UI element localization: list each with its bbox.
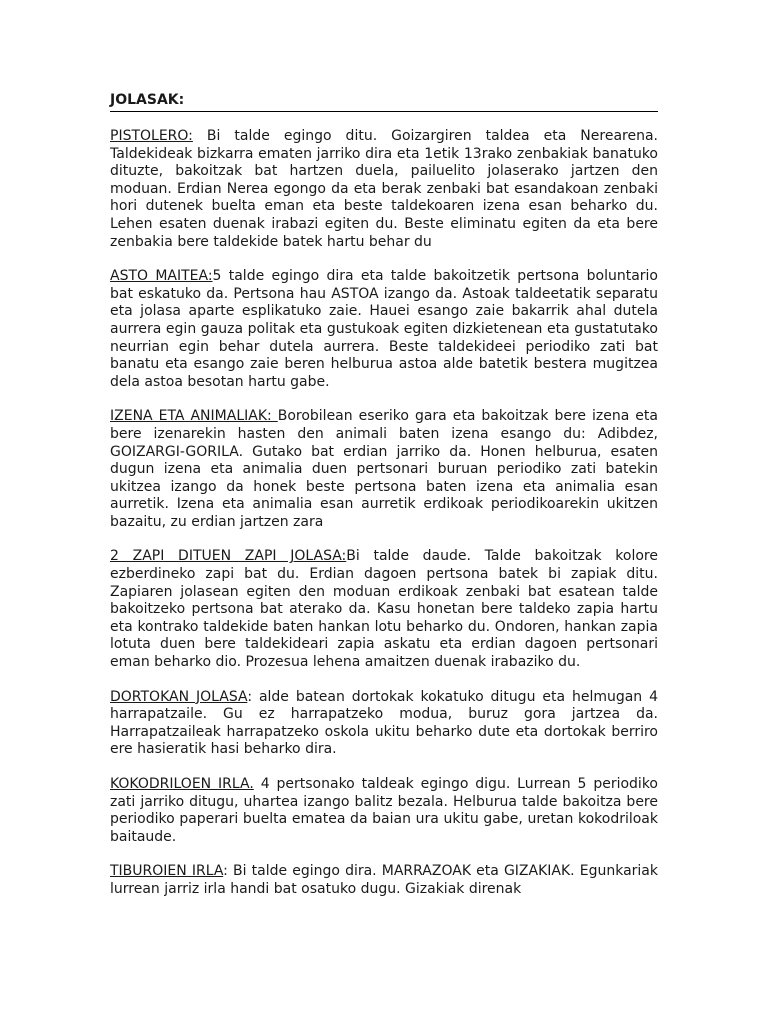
section-heading: KOKODRILOEN IRLA. <box>110 776 254 792</box>
section-kokodriloen-irla <box>110 776 658 846</box>
section-dortokan-jolasa <box>110 689 658 759</box>
section-2-zapi-jolasa <box>110 548 658 671</box>
section-heading: PISTOLERO: <box>110 128 193 144</box>
document-page <box>110 91 658 916</box>
section-body: : alde batean dortokak kokatuko ditugu eta helmugan 4 harrapatzaile. Gu ez harrapatzeko modua, buruz gora jartzea da. Harrapatzaileak harrapatzeko oskola ukitu beharko dute eta dortokak berriro ere hasieratik hasi beharko dira. <box>110 688 659 758</box>
section-body: : Bi talde egingo dira. MARRAZOAK eta GIZAKIAK. Egunkariak lurrean jarriz irla handi bat osatuko dugu. Gizakiak direnak <box>110 863 658 897</box>
section-body: 5 talde egingo dira eta talde bakoitzetik pertsona boluntario bat eskatuko da. Pertsona hau ASTOA izango da. Astoak taldeetatik separatu eta jolasa aparte esplikatuko zaie. Hauei esango zaie bakarrik ahal dutela aurrera egin gauza politak eta gustukoak egiten dizkietenean eta gustatutako neurrian egin behar dutela aurrera. Beste taldekideei periodiko zati bat banatu eta esango zaie beren helburua astoa alde batetik bestera mugitzea dela astoa besotan hartu gabe. <box>110 268 658 390</box>
section-heading: TIBUROIEN IRLA <box>110 863 224 880</box>
section-asto-maitea <box>110 268 658 391</box>
document-title: JOLASAK: <box>110 91 658 112</box>
section-heading: IZENA ETA ANIMALIAK: <box>110 408 278 425</box>
section-body: Bi talde egingo ditu. Goizargiren taldea eta Nerearena. Taldekideak bizkarra ematen jarriko dira eta 1etik 13rako zenbakiak banatuko dituzte, bakoitzak bat hartzen duela, pailuelito jolaserako jartzen den moduan. Erdian Nerea egongo da eta berak zenbaki bat esandakoan zenbaki hori dutenek buelta eman eta beste taldekoaren izena esan beharko du. Lehen esaten duenak irabazi egiten du. Beste eliminatu egiten da eta bere zenbakia bere taldekide batek hartu behar du <box>110 128 658 250</box>
section-pistolero <box>110 128 658 251</box>
section-heading: ASTO MAITEA: <box>110 268 213 285</box>
section-tiburoien-irla <box>110 863 658 898</box>
section-izena-eta-animaliak <box>110 408 658 531</box>
section-body: Borobilean eseriko gara eta bakoitzak bere izena eta bere izenarekin hasten den animali baten izena esango du: Adibdez, GOIZARGI-GORILA. Gutako bat erdian jarriko da. Honen helburua, esaten dugun izena eta animalia duen pertsonari buruan periodiko zati batekin ukitzea izango da honek beste pertsona baten izena eta animalia esan aurretik. Izena eta animalia esan aurretik erdikoak periodikoarekin ukitzen bazaitu, zu erdian jartzen zara <box>110 408 658 530</box>
section-body: Bi talde daude. Talde bakoitzak kolore ezberdineko zapi bat du. Erdian dagoen pertsona batek bi zapiak ditu. Zapiaren jolasean egiten den moduan erdikoak zenbaki bat esatean talde bakoitzeko pertsona bat aterako da. Kasu honetan bere taldeko zapia hartu eta kontrako taldekide baten hankan lotu beharko du. Ondoren, hankan zapia lotuta duen bere taldekideari zapia askatu eta erdian dagoen pertsonari eman beharko dio. Prozesua lehena amaitzen duenak irabaziko du. <box>110 548 658 671</box>
section-heading: DORTOKAN JOLASA <box>110 688 248 705</box>
section-body: 4 pertsonako taldeak egingo digu. Lurrean 5 periodiko zati jarriko ditugu, uhartea izango balitz bezala. Helburua talde bakoitza bere periodiko paperari buelta ematea da baian ura ukitu gabe, uretan kokodriloak baitaude. <box>110 776 658 845</box>
section-heading: 2 ZAPI DITUEN ZAPI JOLASA: <box>110 548 347 565</box>
